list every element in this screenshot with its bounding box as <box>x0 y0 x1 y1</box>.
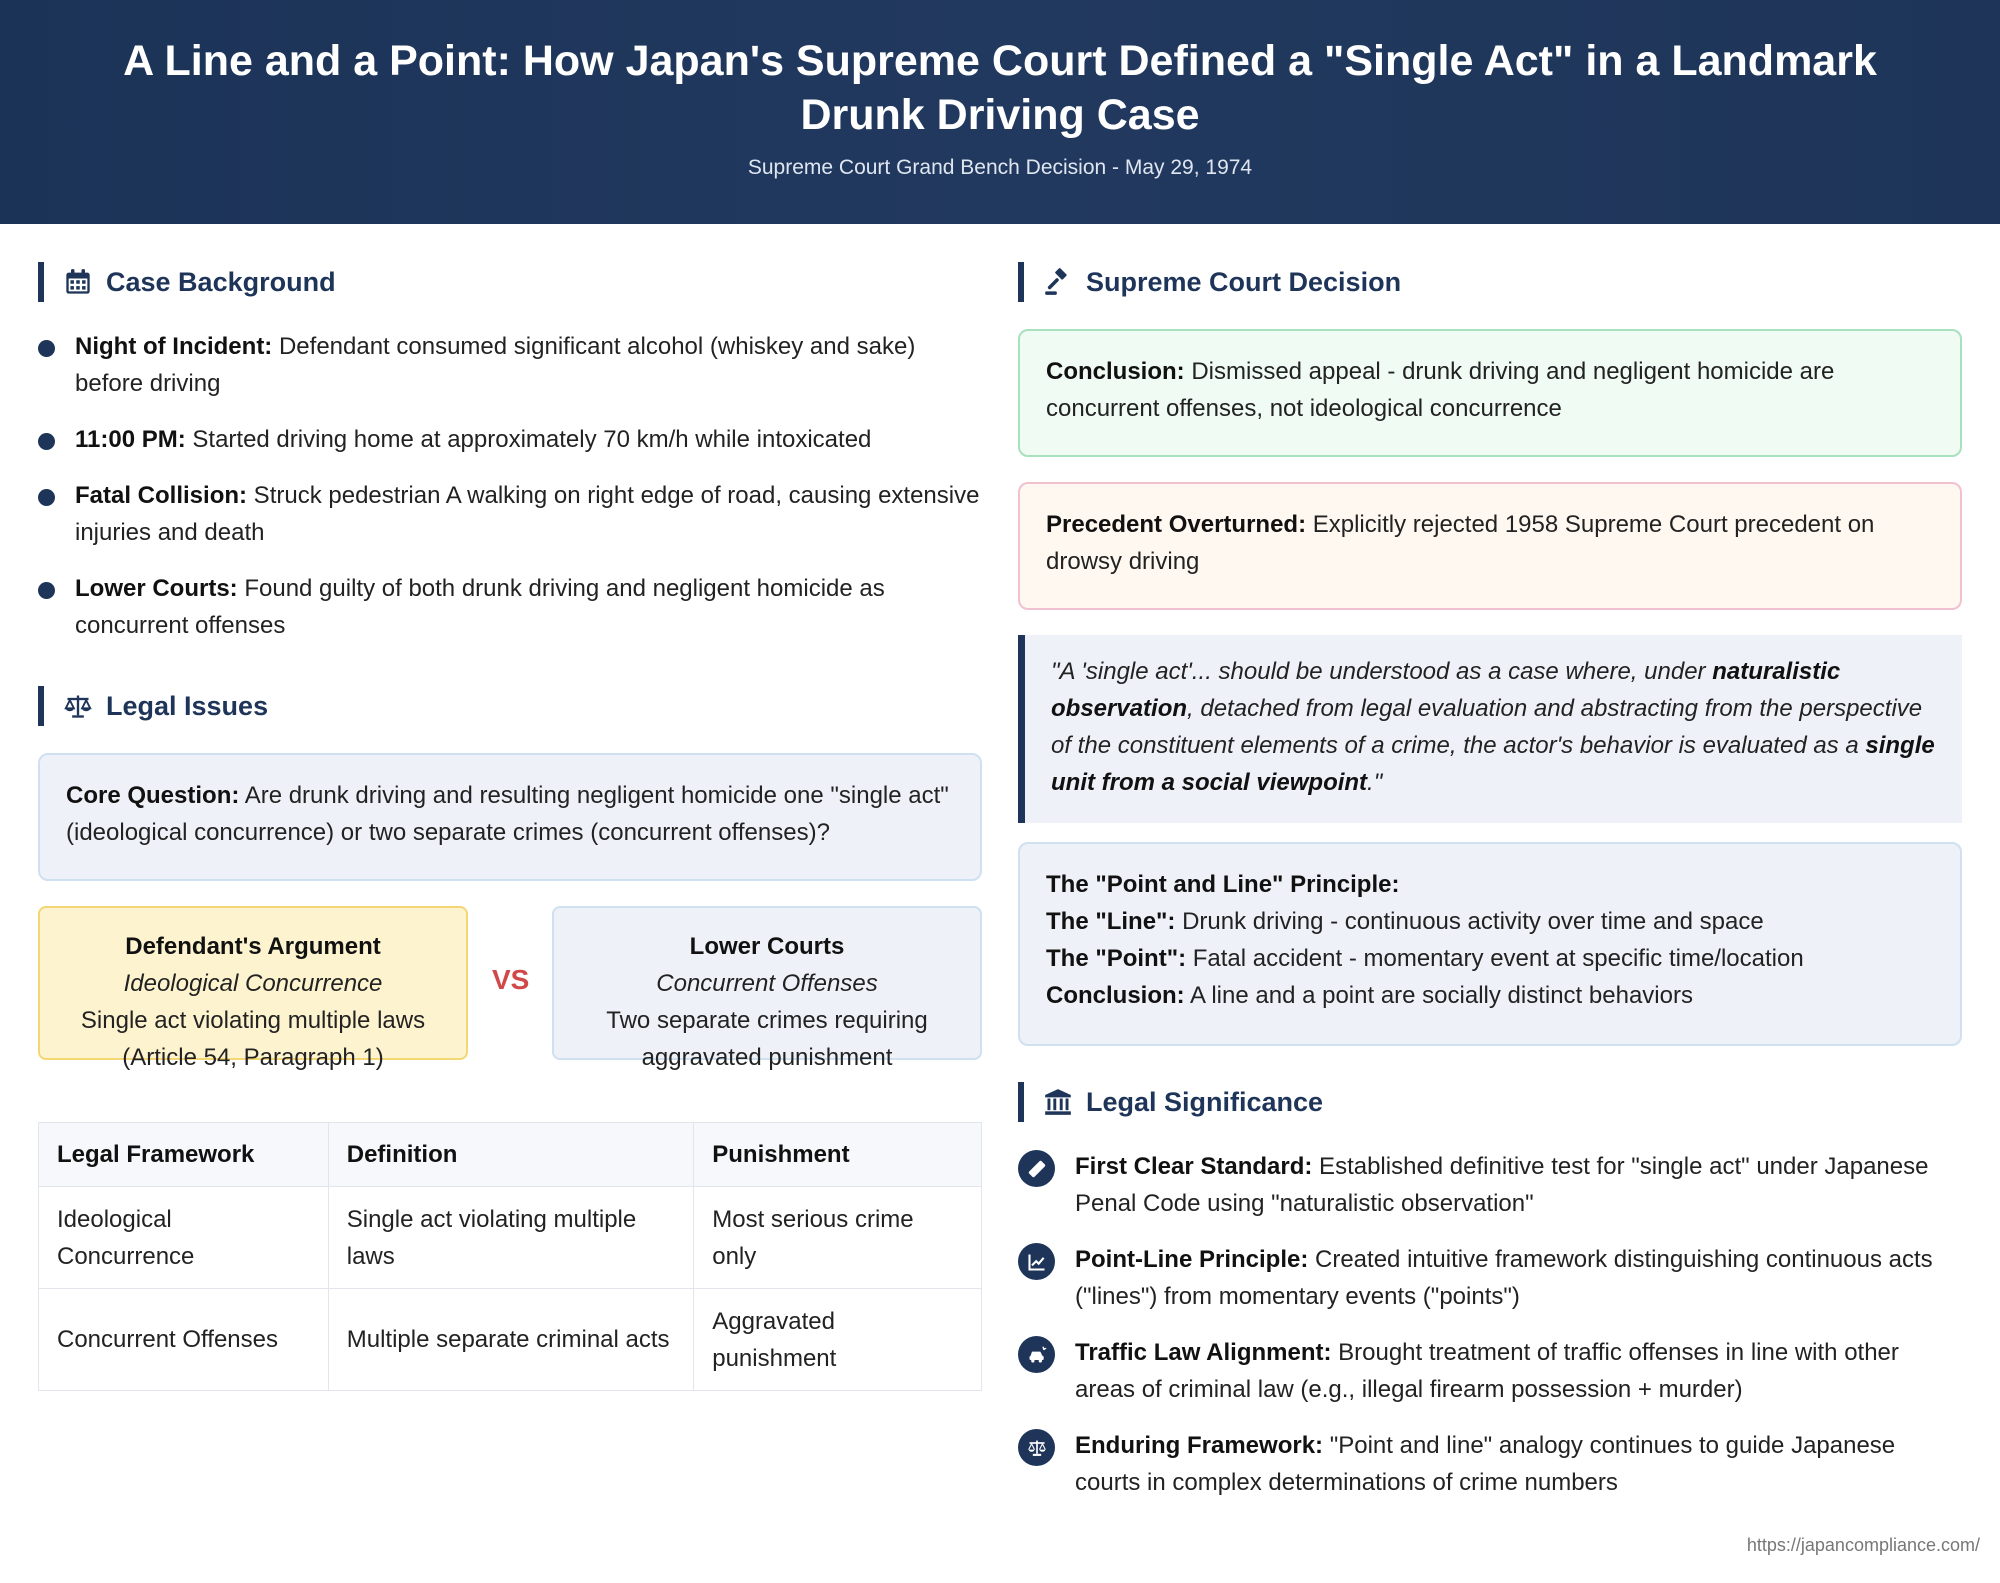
table-header-row <box>39 1123 982 1187</box>
table-cell: Concurrent Offenses <box>39 1289 329 1391</box>
list-item: First Clear Standard: Established definitive test for "single act" under Japanese Penal Code using "naturalistic observation" <box>1018 1148 1962 1222</box>
list-item: Traffic Law Alignment: Brought treatment of traffic offenses in line with other areas of criminal law (e.g., illegal firearm possession + murder) <box>1018 1334 1962 1408</box>
table-row <box>39 1187 982 1289</box>
table-cell: Aggravated punishment <box>694 1289 982 1391</box>
institution-icon <box>1044 1088 1072 1116</box>
defendant-argument-subtitle: Ideological Concurrence <box>123 970 383 997</box>
page-title: A Line and a Point: How Japan's Supreme Court Defined a "Single Act" in a Landmark Drunk Driving Case <box>123 37 1877 139</box>
case-background-heading: Case Background <box>38 262 336 302</box>
point-and-line-principle-box: The "Point and Line" Principle: The "Line": Drunk driving - continuous activity over time and space The "Point": Fatal accident - momentary event at specific time/location Conclusion: A line and a point are socially distinct behaviors <box>1018 842 1962 1046</box>
scales-icon <box>64 692 92 720</box>
column-header: Definition <box>328 1123 694 1187</box>
legal-significance-heading: Legal Significance <box>1018 1082 1323 1122</box>
list-item: Lower Courts: Found guilty of both drunk driving and negligent homicide as concurrent offenses <box>38 570 982 644</box>
table-cell: Most serious crime only <box>694 1187 982 1289</box>
defendant-argument-card: Defendant's Argument Ideological Concurrence Single act violating multiple laws (Article 54, Paragraph 1) <box>38 906 468 1060</box>
table-cell: Single act violating multiple laws <box>328 1187 694 1289</box>
page-header <box>0 0 2000 224</box>
core-question-box: Core Question: Are drunk driving and resulting negligent homicide one "single act" (ideological concurrence) or two separate crimes (concurrent offenses)? <box>38 753 982 881</box>
list-item: Point-Line Principle: Created intuitive framework distinguishing continuous acts ("lines") from momentary events ("points") <box>1018 1241 1962 1315</box>
gavel-icon <box>1044 268 1072 296</box>
car-crash-icon <box>1027 1345 1047 1365</box>
decision-quote: "A 'single act'... should be understood as a case where, under naturalistic observation, detached from legal evaluation and abstracting from the perspective of the constituent elements of a crime, the actor's behavior is evaluated as a single unit from a social viewpoint." <box>1018 635 1962 823</box>
page-subtitle: Supreme Court Grand Bench Decision - May 29, 1974 <box>747 156 1253 179</box>
balance-icon <box>1027 1438 1047 1458</box>
lower-courts-subtitle: Concurrent Offenses <box>656 970 878 997</box>
principle-heading: The "Point and Line" Principle: <box>1046 871 1400 898</box>
legal-issues-heading: Legal Issues <box>38 686 268 726</box>
lower-courts-title: Lower Courts <box>689 933 845 960</box>
vs-label: VS <box>492 964 530 995</box>
conclusion-box: Conclusion: Dismissed appeal - drunk driving and negligent homicide are concurrent offenses, not ideological concurrence <box>1018 329 1962 457</box>
significance-list <box>1018 1148 1962 1520</box>
legal-framework-table <box>38 1122 982 1391</box>
list-item: Enduring Framework: "Point and line" analogy continues to guide Japanese courts in complex determinations of crime numbers <box>1018 1427 1962 1501</box>
calendar-icon <box>64 268 92 296</box>
list-item: Night of Incident: Defendant consumed significant alcohol (whiskey and sake) before driving <box>38 328 982 402</box>
supreme-court-decision-heading: Supreme Court Decision <box>1018 262 1401 302</box>
list-item: Fatal Collision: Struck pedestrian A walking on right edge of road, causing extensive injuries and death <box>38 477 982 551</box>
lower-courts-card: Lower Courts Concurrent Offenses Two separate crimes requiring aggravated punishment <box>552 906 982 1060</box>
footer-url[interactable]: https://japancompliance.com/ <box>1746 1535 1980 1555</box>
list-item: 11:00 PM: Started driving home at approximately 70 km/h while intoxicated <box>38 421 982 458</box>
column-header: Punishment <box>694 1123 982 1187</box>
line-chart-icon <box>1027 1252 1047 1272</box>
ruler-icon <box>1027 1159 1047 1179</box>
precedent-overturned-box: Precedent Overturned: Explicitly rejected 1958 Supreme Court precedent on drowsy driving <box>1018 482 1962 610</box>
table-row <box>39 1289 982 1391</box>
background-list <box>38 328 982 663</box>
defendant-argument-title: Defendant's Argument <box>125 933 381 960</box>
table-cell: Ideological Concurrence <box>39 1187 329 1289</box>
column-header: Legal Framework <box>39 1123 329 1187</box>
table-cell: Multiple separate criminal acts <box>328 1289 694 1391</box>
